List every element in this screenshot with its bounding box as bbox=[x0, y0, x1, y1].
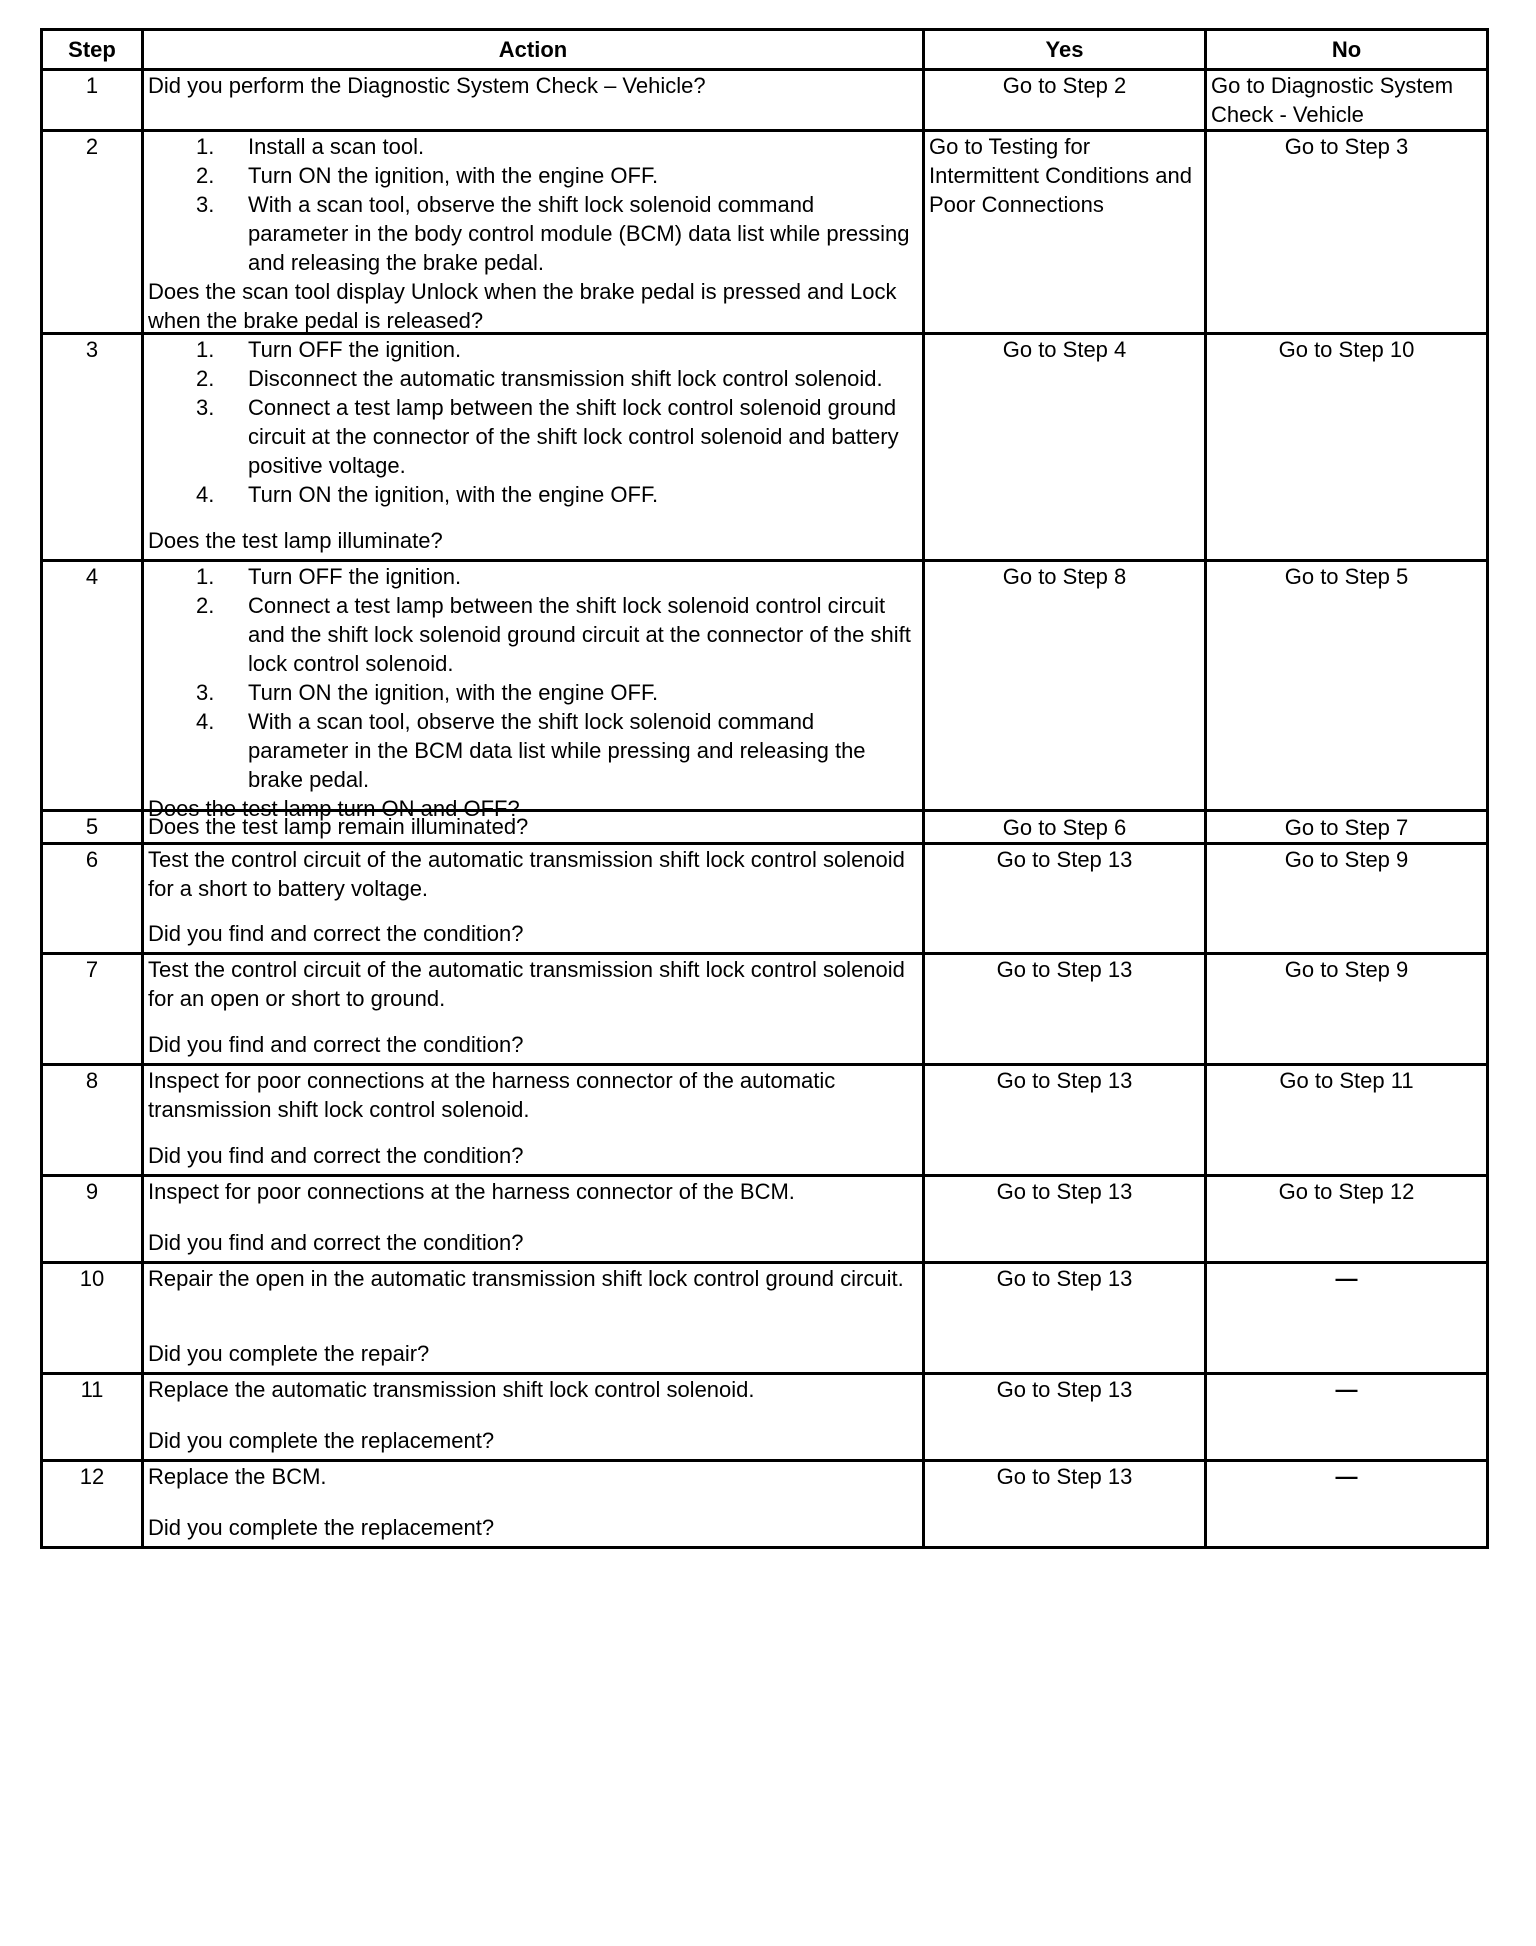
table-row bbox=[42, 1461, 1488, 1548]
action-intro: Replace the BCM. bbox=[148, 1464, 327, 1489]
step-number: 8 bbox=[42, 1065, 143, 1176]
diagnostic-table bbox=[40, 28, 1489, 1549]
instruction-item bbox=[196, 161, 918, 190]
yes-cell: Go to Step 13 bbox=[924, 1374, 1206, 1461]
step-number: 1 bbox=[42, 70, 143, 131]
header-yes: Yes bbox=[924, 30, 1206, 70]
no-cell: Go to Step 5 bbox=[1206, 561, 1488, 811]
action-cell bbox=[143, 1461, 924, 1548]
yes-cell: Go to Step 2 bbox=[924, 70, 1206, 131]
step-number: 6 bbox=[42, 844, 143, 954]
instruction-item bbox=[196, 190, 918, 277]
action-cell bbox=[143, 70, 924, 131]
action-cell bbox=[143, 1176, 924, 1263]
table-row bbox=[42, 334, 1488, 561]
instruction-number: 2. bbox=[196, 593, 215, 618]
instruction-list bbox=[148, 562, 918, 794]
step-number: 7 bbox=[42, 954, 143, 1065]
no-cell: — bbox=[1206, 1374, 1488, 1461]
instruction-text: Disconnect the automatic transmission shift lock control solenoid. bbox=[248, 366, 883, 391]
instruction-number: 1. bbox=[196, 564, 215, 589]
no-cell: Go to Diagnostic System Check - Vehicle bbox=[1206, 70, 1488, 131]
action-cell bbox=[143, 1374, 924, 1461]
instruction-number: 1. bbox=[196, 134, 215, 159]
yes-cell: Go to Step 8 bbox=[924, 561, 1206, 811]
instruction-item bbox=[196, 591, 918, 678]
step-number: 10 bbox=[42, 1263, 143, 1374]
action-cell bbox=[143, 844, 924, 954]
yes-cell: Go to Step 6 bbox=[924, 811, 1206, 844]
action-question: Did you complete the replacement? bbox=[148, 1515, 495, 1540]
table-row bbox=[42, 70, 1488, 131]
table-row bbox=[42, 811, 1488, 844]
yes-cell: Go to Step 13 bbox=[924, 844, 1206, 954]
action-question: Did you perform the Diagnostic System Check – Vehicle? bbox=[148, 73, 706, 98]
no-cell: — bbox=[1206, 1263, 1488, 1374]
table-row bbox=[42, 1263, 1488, 1374]
action-cell bbox=[143, 1263, 924, 1374]
instruction-number: 3. bbox=[196, 395, 215, 420]
action-question: Did you find and correct the condition? bbox=[148, 1032, 524, 1057]
action-question: Did you find and correct the condition? bbox=[148, 1230, 524, 1255]
table-row bbox=[42, 954, 1488, 1065]
instruction-list bbox=[148, 132, 918, 277]
instruction-text: Turn ON the ignition, with the engine OFF. bbox=[248, 163, 659, 188]
action-intro: Inspect for poor connections at the harness connector of the BCM. bbox=[148, 1179, 795, 1204]
action-question: Did you find and correct the condition? bbox=[148, 1143, 524, 1168]
yes-cell: Go to Step 13 bbox=[924, 954, 1206, 1065]
instruction-text: Connect a test lamp between the shift lock control solenoid ground circuit at the connector of the shift lock control solenoid and battery positive voltage. bbox=[248, 395, 899, 478]
action-question: Does the test lamp remain illuminated? bbox=[148, 814, 529, 839]
no-cell: Go to Step 11 bbox=[1206, 1065, 1488, 1176]
table-row bbox=[42, 1065, 1488, 1176]
yes-cell: Go to Step 13 bbox=[924, 1065, 1206, 1176]
instruction-list bbox=[148, 335, 918, 509]
instruction-text: With a scan tool, observe the shift lock solenoid command parameter in the BCM data list while pressing and releasing the brake pedal. bbox=[248, 709, 866, 792]
action-question: Does the scan tool display Unlock when the brake pedal is pressed and Lock when the brake pedal is released? bbox=[148, 279, 897, 333]
yes-cell: Go to Step 13 bbox=[924, 1176, 1206, 1263]
instruction-number: 4. bbox=[196, 709, 215, 734]
no-cell: Go to Step 3 bbox=[1206, 131, 1488, 334]
instruction-text: Turn OFF the ignition. bbox=[248, 337, 462, 362]
instruction-item bbox=[196, 480, 918, 509]
instruction-item bbox=[196, 335, 918, 364]
instruction-text: Install a scan tool. bbox=[248, 134, 425, 159]
instruction-number: 3. bbox=[196, 680, 215, 705]
instruction-number: 1. bbox=[196, 337, 215, 362]
instruction-number: 2. bbox=[196, 366, 215, 391]
action-question: Does the test lamp illuminate? bbox=[148, 528, 443, 553]
yes-cell: Go to Step 13 bbox=[924, 1263, 1206, 1374]
action-intro: Repair the open in the automatic transmission shift lock control ground circuit. bbox=[148, 1266, 904, 1291]
action-cell bbox=[143, 334, 924, 561]
action-intro: Test the control circuit of the automatic transmission shift lock control solenoid for an open or short to ground. bbox=[148, 957, 905, 1011]
step-number: 12 bbox=[42, 1461, 143, 1548]
table-row bbox=[42, 844, 1488, 954]
table-row bbox=[42, 1176, 1488, 1263]
action-cell bbox=[143, 954, 924, 1065]
action-question: Does the test lamp turn ON and OFF? bbox=[148, 796, 520, 821]
instruction-item bbox=[196, 707, 918, 794]
instruction-text: Connect a test lamp between the shift lock solenoid control circuit and the shift lock solenoid ground circuit at the connector of the shift lock control solenoid. bbox=[248, 593, 911, 676]
header-row bbox=[42, 30, 1488, 70]
no-cell: Go to Step 10 bbox=[1206, 334, 1488, 561]
no-cell: — bbox=[1206, 1461, 1488, 1548]
action-intro: Test the control circuit of the automatic transmission shift lock control solenoid for a short to battery voltage. bbox=[148, 847, 905, 901]
instruction-number: 4. bbox=[196, 482, 215, 507]
instruction-number: 3. bbox=[196, 192, 215, 217]
instruction-text: Turn OFF the ignition. bbox=[248, 564, 462, 589]
instruction-item bbox=[196, 678, 918, 707]
header-action: Action bbox=[143, 30, 924, 70]
table-row bbox=[42, 1374, 1488, 1461]
instruction-item bbox=[196, 393, 918, 480]
step-number: 2 bbox=[42, 131, 143, 334]
action-intro: Inspect for poor connections at the harness connector of the automatic transmission shift lock control solenoid. bbox=[148, 1068, 836, 1122]
step-number: 9 bbox=[42, 1176, 143, 1263]
action-cell bbox=[143, 811, 924, 844]
header-step: Step bbox=[42, 30, 143, 70]
instruction-text: Turn ON the ignition, with the engine OFF. bbox=[248, 680, 659, 705]
instruction-item bbox=[196, 562, 918, 591]
no-cell: Go to Step 9 bbox=[1206, 844, 1488, 954]
step-number: 5 bbox=[42, 811, 143, 844]
yes-cell: Go to Testing for Intermittent Conditions and Poor Connections bbox=[924, 131, 1206, 334]
action-question: Did you complete the replacement? bbox=[148, 1428, 495, 1453]
no-cell: Go to Step 7 bbox=[1206, 811, 1488, 844]
instruction-text: With a scan tool, observe the shift lock solenoid command parameter in the body control module (BCM) data list while pressing and releasing the brake pedal. bbox=[248, 192, 910, 275]
yes-cell: Go to Step 13 bbox=[924, 1461, 1206, 1548]
table-row bbox=[42, 561, 1488, 811]
step-number: 4 bbox=[42, 561, 143, 811]
instruction-number: 2. bbox=[196, 163, 215, 188]
header-no: No bbox=[1206, 30, 1488, 70]
step-number: 3 bbox=[42, 334, 143, 561]
no-cell: Go to Step 12 bbox=[1206, 1176, 1488, 1263]
yes-cell: Go to Step 4 bbox=[924, 334, 1206, 561]
action-cell bbox=[143, 131, 924, 334]
action-cell bbox=[143, 561, 924, 821]
instruction-text: Turn ON the ignition, with the engine OFF. bbox=[248, 482, 659, 507]
instruction-item bbox=[196, 132, 918, 161]
action-question: Did you complete the repair? bbox=[148, 1341, 430, 1366]
step-number: 11 bbox=[42, 1374, 143, 1461]
table-row bbox=[42, 131, 1488, 334]
action-cell bbox=[143, 1065, 924, 1176]
action-question: Did you find and correct the condition? bbox=[148, 921, 524, 946]
instruction-item bbox=[196, 364, 918, 393]
no-cell: Go to Step 9 bbox=[1206, 954, 1488, 1065]
action-intro: Replace the automatic transmission shift lock control solenoid. bbox=[148, 1377, 755, 1402]
